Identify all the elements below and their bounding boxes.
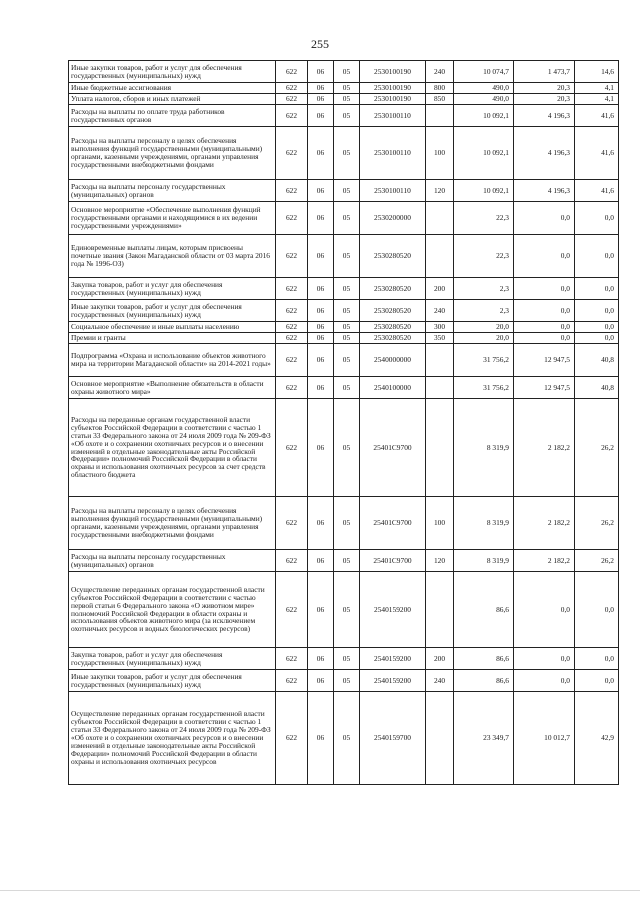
table-row (69, 202, 619, 235)
table-row (69, 127, 619, 180)
row-percent: 40,8 (575, 344, 619, 377)
row-name: Единовременные выплаты лицам, которым присвоены почетные звания (Закон Магаданской области от 03 марта 2016 года № 1996-ОЗ) (69, 235, 276, 278)
row-plan-amount: 2,3 (454, 278, 514, 300)
row-section: 06 (308, 692, 334, 785)
row-name: Осуществление переданных органам государственной власти субъектов Российской Федерации в соответствии с частью 1 статьи 33 Федерального закона от 24 июля 2009 года № 209-ФЗ «Об охоте и о сохранении охотничьих ресурсов и о внесении изменений в отдельные законодательные акты Российской Федерации» полномочий Российской Федерации в области охраны и использования охотничьих ресурсов (69, 692, 276, 785)
row-grbs: 622 (276, 377, 308, 399)
page-number: 255 (311, 37, 329, 51)
row-section: 06 (308, 127, 334, 180)
table-row (69, 344, 619, 377)
row-grbs: 622 (276, 550, 308, 572)
row-plan-amount: 86,6 (454, 670, 514, 692)
table-row (69, 497, 619, 550)
row-percent: 0,0 (575, 670, 619, 692)
table-row (69, 105, 619, 127)
row-section: 06 (308, 202, 334, 235)
row-subsection: 05 (334, 670, 360, 692)
row-expense-type: 100 (426, 497, 454, 550)
row-name: Расходы на выплаты персоналу государственных (муниципальных) органов (69, 180, 276, 202)
row-target-code: 2530280520 (360, 278, 426, 300)
table-row (69, 550, 619, 572)
row-section: 06 (308, 648, 334, 670)
row-name: Расходы на выплаты персоналу в целях обеспечения выполнения функций государственными (муниципальными) органами, казенными учреждениями, органами управления государственными внебюджетными фондами (69, 127, 276, 180)
row-expense-type: 350 (426, 333, 454, 344)
row-plan-amount: 86,6 (454, 572, 514, 648)
row-subsection: 05 (334, 333, 360, 344)
row-percent: 26,2 (575, 399, 619, 497)
row-plan-amount: 8 319,9 (454, 497, 514, 550)
row-percent: 0,0 (575, 278, 619, 300)
table-row (69, 648, 619, 670)
row-target-code: 2530100110 (360, 180, 426, 202)
row-expense-type: 200 (426, 648, 454, 670)
row-actual-amount: 10 012,7 (514, 692, 575, 785)
row-actual-amount: 0,0 (514, 333, 575, 344)
row-section: 06 (308, 105, 334, 127)
row-target-code: 2540100000 (360, 377, 426, 399)
row-expense-type: 240 (426, 670, 454, 692)
row-grbs: 622 (276, 61, 308, 83)
row-subsection: 05 (334, 127, 360, 180)
table-row (69, 94, 619, 105)
row-target-code: 2540159200 (360, 648, 426, 670)
row-plan-amount: 20,0 (454, 322, 514, 333)
row-actual-amount: 2 182,2 (514, 550, 575, 572)
table-row (69, 180, 619, 202)
row-subsection: 05 (334, 94, 360, 105)
row-actual-amount: 4 196,3 (514, 127, 575, 180)
row-section: 06 (308, 572, 334, 648)
row-name: Расходы на выплаты по оплате труда работников государственных органов (69, 105, 276, 127)
row-subsection: 05 (334, 278, 360, 300)
row-target-code: 2540159700 (360, 692, 426, 785)
row-plan-amount: 20,0 (454, 333, 514, 344)
row-grbs: 622 (276, 497, 308, 550)
row-expense-type: 300 (426, 322, 454, 333)
row-target-code: 2540000000 (360, 344, 426, 377)
row-target-code: 2530100110 (360, 105, 426, 127)
row-grbs: 622 (276, 300, 308, 322)
row-section: 06 (308, 278, 334, 300)
row-target-code: 2540159200 (360, 572, 426, 648)
row-subsection: 05 (334, 61, 360, 83)
row-actual-amount: 0,0 (514, 670, 575, 692)
row-actual-amount: 0,0 (514, 322, 575, 333)
row-plan-amount: 8 319,9 (454, 399, 514, 497)
row-actual-amount: 12 947,5 (514, 344, 575, 377)
row-actual-amount: 0,0 (514, 572, 575, 648)
budget-table (68, 60, 619, 785)
row-target-code: 2530100190 (360, 61, 426, 83)
row-subsection: 05 (334, 322, 360, 333)
row-target-code: 2530280520 (360, 333, 426, 344)
row-name: Закупка товаров, работ и услуг для обеспечения государственных (муниципальных) нужд (69, 648, 276, 670)
table-row (69, 322, 619, 333)
row-plan-amount: 10 092,1 (454, 180, 514, 202)
row-grbs: 622 (276, 670, 308, 692)
row-section: 06 (308, 497, 334, 550)
row-percent: 40,8 (575, 377, 619, 399)
row-name: Иные закупки товаров, работ и услуг для обеспечения государственных (муниципальных) нужд (69, 670, 276, 692)
row-actual-amount: 0,0 (514, 202, 575, 235)
row-actual-amount: 0,0 (514, 648, 575, 670)
row-plan-amount: 8 319,9 (454, 550, 514, 572)
row-name: Уплата налогов, сборов и иных платежей (69, 94, 276, 105)
row-expense-type: 120 (426, 180, 454, 202)
row-subsection: 05 (334, 300, 360, 322)
row-grbs: 622 (276, 399, 308, 497)
row-section: 06 (308, 83, 334, 94)
row-actual-amount: 12 947,5 (514, 377, 575, 399)
row-percent: 4,1 (575, 94, 619, 105)
row-subsection: 05 (334, 83, 360, 94)
table-row (69, 670, 619, 692)
row-subsection: 05 (334, 344, 360, 377)
row-grbs: 622 (276, 83, 308, 94)
row-expense-type (426, 235, 454, 278)
row-section: 06 (308, 377, 334, 399)
row-grbs: 622 (276, 105, 308, 127)
row-plan-amount: 86,6 (454, 648, 514, 670)
row-actual-amount: 1 473,7 (514, 61, 575, 83)
row-section: 06 (308, 344, 334, 377)
table-row (69, 61, 619, 83)
table-row (69, 377, 619, 399)
row-percent: 14,6 (575, 61, 619, 83)
row-target-code: 2530100110 (360, 127, 426, 180)
row-section: 06 (308, 235, 334, 278)
row-expense-type (426, 399, 454, 497)
row-percent: 0,0 (575, 235, 619, 278)
page-bottom-rule (0, 890, 640, 891)
row-name: Иные закупки товаров, работ и услуг для обеспечения государственных (муниципальных) нужд (69, 300, 276, 322)
row-expense-type (426, 692, 454, 785)
row-expense-type (426, 105, 454, 127)
row-name: Премии и гранты (69, 333, 276, 344)
row-expense-type (426, 202, 454, 235)
row-target-code: 2540159200 (360, 670, 426, 692)
row-target-code: 25401С9700 (360, 399, 426, 497)
row-percent: 0,0 (575, 300, 619, 322)
row-expense-type (426, 572, 454, 648)
row-target-code: 25401С9700 (360, 550, 426, 572)
row-grbs: 622 (276, 202, 308, 235)
table-row (69, 692, 619, 785)
table-row (69, 83, 619, 94)
table-row (69, 399, 619, 497)
row-percent: 0,0 (575, 333, 619, 344)
row-grbs: 622 (276, 322, 308, 333)
budget-rows (69, 61, 619, 785)
row-percent: 26,2 (575, 550, 619, 572)
row-name: Расходы на переданные органам государственной власти субъектов Российской Федерации в соответствии с частью 1 статьи 33 Федерального закона от 24 июля 2009 года № 209-ФЗ «Об охоте и о сохранении охотничьих ресурсов и о внесении изменений в отдельные законодательные акты Российской Федерации» полномочий Российской Федерации в области охраны и использования охотничьих ресурсов за счет средств областного бюджета (69, 399, 276, 497)
table-row (69, 235, 619, 278)
row-target-code: 2530280520 (360, 322, 426, 333)
row-subsection: 05 (334, 692, 360, 785)
row-subsection: 05 (334, 202, 360, 235)
row-actual-amount: 0,0 (514, 300, 575, 322)
row-subsection: 05 (334, 497, 360, 550)
row-name: Основное мероприятие «Обеспечение выполнения функций государственными органами и находящимися в их ведении государственными учреждениями» (69, 202, 276, 235)
row-grbs: 622 (276, 572, 308, 648)
table-row (69, 278, 619, 300)
row-actual-amount: 4 196,3 (514, 180, 575, 202)
row-subsection: 05 (334, 180, 360, 202)
row-plan-amount: 31 756,2 (454, 377, 514, 399)
row-section: 06 (308, 322, 334, 333)
row-name: Основное мероприятие «Выполнение обязательств в области охраны животного мира» (69, 377, 276, 399)
row-plan-amount: 490,0 (454, 83, 514, 94)
row-section: 06 (308, 300, 334, 322)
row-section: 06 (308, 399, 334, 497)
row-grbs: 622 (276, 127, 308, 180)
row-grbs: 622 (276, 180, 308, 202)
row-expense-type: 800 (426, 83, 454, 94)
row-name: Подпрограмма «Охрана и использование объектов животного мира на территории Магаданской области» на 2014-2021 годы» (69, 344, 276, 377)
row-subsection: 05 (334, 399, 360, 497)
row-actual-amount: 4 196,3 (514, 105, 575, 127)
table-row (69, 572, 619, 648)
row-expense-type: 200 (426, 278, 454, 300)
row-grbs: 622 (276, 333, 308, 344)
row-percent: 41,6 (575, 180, 619, 202)
row-plan-amount: 490,0 (454, 94, 514, 105)
row-plan-amount: 10 074,7 (454, 61, 514, 83)
row-plan-amount: 31 756,2 (454, 344, 514, 377)
row-subsection: 05 (334, 235, 360, 278)
row-subsection: 05 (334, 105, 360, 127)
row-percent: 41,6 (575, 105, 619, 127)
row-target-code: 2530100190 (360, 83, 426, 94)
row-grbs: 622 (276, 278, 308, 300)
row-target-code: 2530200000 (360, 202, 426, 235)
row-name: Иные бюджетные ассигнования (69, 83, 276, 94)
row-target-code: 25401С9700 (360, 497, 426, 550)
row-target-code: 2530100190 (360, 94, 426, 105)
row-section: 06 (308, 61, 334, 83)
row-percent: 41,6 (575, 127, 619, 180)
row-name: Закупка товаров, работ и услуг для обеспечения государственных (муниципальных) нужд (69, 278, 276, 300)
row-expense-type: 120 (426, 550, 454, 572)
row-actual-amount: 2 182,2 (514, 497, 575, 550)
row-expense-type (426, 377, 454, 399)
row-expense-type (426, 344, 454, 377)
row-section: 06 (308, 180, 334, 202)
row-expense-type: 240 (426, 61, 454, 83)
row-grbs: 622 (276, 648, 308, 670)
row-expense-type: 100 (426, 127, 454, 180)
row-percent: 0,0 (575, 322, 619, 333)
row-plan-amount: 22,3 (454, 202, 514, 235)
row-actual-amount: 20,3 (514, 94, 575, 105)
row-name: Социальное обеспечение и иные выплаты населению (69, 322, 276, 333)
row-plan-amount: 10 092,1 (454, 105, 514, 127)
row-grbs: 622 (276, 94, 308, 105)
row-subsection: 05 (334, 648, 360, 670)
row-percent: 26,2 (575, 497, 619, 550)
row-percent: 4,1 (575, 83, 619, 94)
row-section: 06 (308, 94, 334, 105)
row-name: Осуществление переданных органам государственной власти субъектов Российской Федерации в соответствии с частью первой статьи 6 Федерального закона «О животном мире» полномочий Российской Федерации в области охраны и использования объектов животного мира (за исключением охотничьих ресурсов и водных биологических ресурсов) (69, 572, 276, 648)
row-subsection: 05 (334, 377, 360, 399)
row-expense-type: 850 (426, 94, 454, 105)
row-actual-amount: 0,0 (514, 278, 575, 300)
row-percent: 0,0 (575, 202, 619, 235)
row-name: Расходы на выплаты персоналу в целях обеспечения выполнения функций государственными (муниципальными) органами, казенными учреждениями, органами управления государственными внебюджетными фондами (69, 497, 276, 550)
row-target-code: 2530280520 (360, 300, 426, 322)
row-plan-amount: 23 349,7 (454, 692, 514, 785)
table-row (69, 300, 619, 322)
row-expense-type: 240 (426, 300, 454, 322)
row-grbs: 622 (276, 235, 308, 278)
row-subsection: 05 (334, 550, 360, 572)
row-name: Расходы на выплаты персоналу государственных (муниципальных) органов (69, 550, 276, 572)
row-plan-amount: 22,3 (454, 235, 514, 278)
row-grbs: 622 (276, 692, 308, 785)
row-subsection: 05 (334, 572, 360, 648)
row-percent: 42,9 (575, 692, 619, 785)
row-section: 06 (308, 333, 334, 344)
row-grbs: 622 (276, 344, 308, 377)
row-plan-amount: 2,3 (454, 300, 514, 322)
row-plan-amount: 10 092,1 (454, 127, 514, 180)
table-row (69, 333, 619, 344)
row-target-code: 2530280520 (360, 235, 426, 278)
row-section: 06 (308, 550, 334, 572)
row-percent: 0,0 (575, 572, 619, 648)
row-actual-amount: 0,0 (514, 235, 575, 278)
row-actual-amount: 20,3 (514, 83, 575, 94)
row-section: 06 (308, 670, 334, 692)
row-name: Иные закупки товаров, работ и услуг для обеспечения государственных (муниципальных) нужд (69, 61, 276, 83)
row-actual-amount: 2 182,2 (514, 399, 575, 497)
row-percent: 0,0 (575, 648, 619, 670)
